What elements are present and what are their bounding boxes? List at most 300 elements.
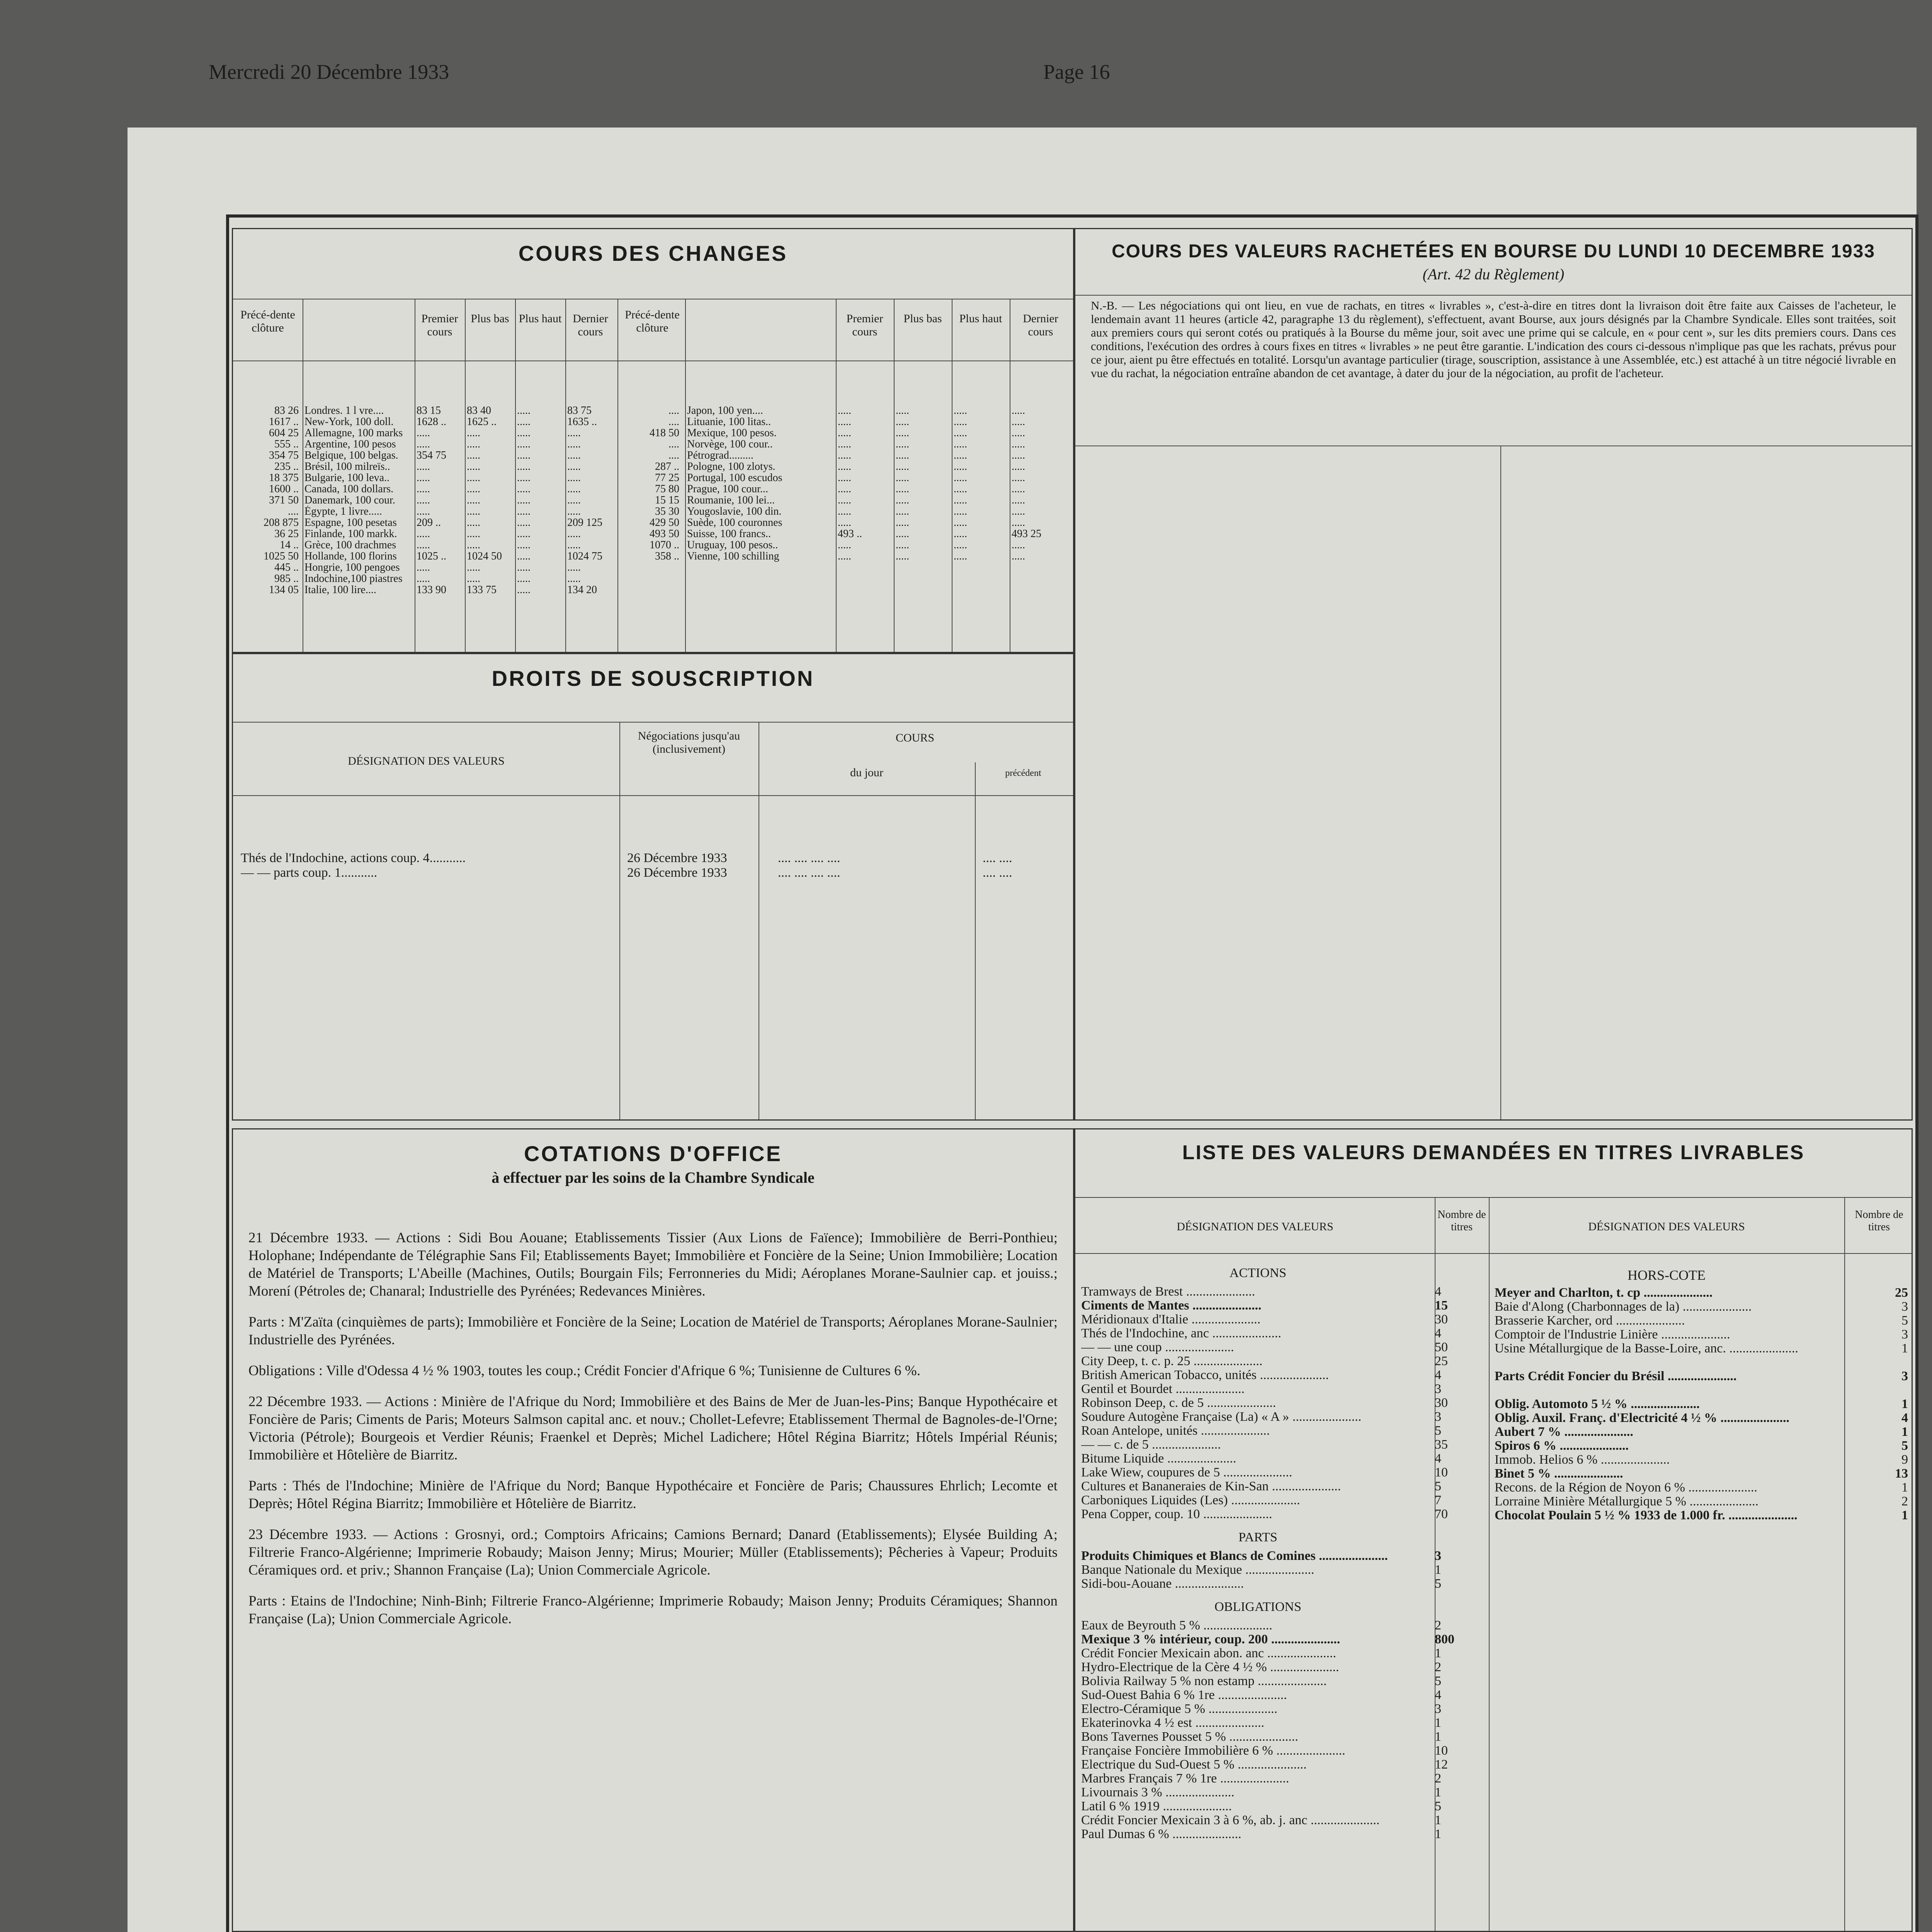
change-currency: Grèce, 100 drachmes — [304, 539, 396, 551]
change-first: ..... — [838, 427, 851, 439]
souscription-row — [241, 866, 1071, 881]
liste-name: Aubert 7 % ..................... — [1495, 1425, 1633, 1439]
liste-row — [1495, 1397, 1912, 1411]
change-row — [621, 539, 1073, 551]
change-high: ..... — [954, 450, 967, 461]
liste-count: 5 — [1435, 1577, 1441, 1591]
change-currency: Espagne, 100 pesetas — [304, 517, 397, 528]
liste-name: Pena Copper, coup. 10 ..................... — [1081, 1507, 1272, 1521]
change-high: ..... — [954, 405, 967, 416]
liste-row — [1081, 1507, 1487, 1521]
change-currency: Belgique, 100 belgas. — [304, 450, 398, 461]
liste-name: Latil 6 % 1919 ..................... — [1081, 1799, 1232, 1813]
liste-name: Eaux de Beyrouth 5 % ..................... — [1081, 1619, 1272, 1633]
liste-name: Recons. de la Région de Noyon 6 % ..................... — [1495, 1481, 1757, 1495]
liste-name: Tramways de Brest ..................... — [1081, 1285, 1255, 1299]
souscription-title: DROITS DE SOUSCRIPTION — [492, 666, 815, 690]
change-last: ..... — [1012, 450, 1025, 461]
change-first: ..... — [838, 539, 851, 551]
change-first: ..... — [417, 528, 430, 539]
change-currency: Hongrie, 100 pengoes — [304, 562, 400, 573]
liste-name: Ciments de Mantes ..................... — [1081, 1299, 1262, 1313]
liste-name: — — c. de 5 ..................... — [1081, 1438, 1221, 1452]
change-row — [237, 539, 617, 551]
change-last: 1635 .. — [567, 416, 597, 427]
liste-count: 2 — [1435, 1619, 1441, 1633]
change-last: ..... — [567, 506, 581, 517]
change-high: ..... — [517, 416, 531, 427]
change-currency: Portugal, 100 escudos — [687, 472, 782, 483]
liste-name: Mexique 3 % intérieur, coup. 200 ..................... — [1081, 1633, 1340, 1646]
change-first: ..... — [838, 506, 851, 517]
change-last: ..... — [1012, 517, 1025, 528]
change-prev: 287 .. — [655, 461, 679, 472]
change-row — [621, 506, 1073, 517]
liste-name: Bitume Liquide ..................... — [1081, 1452, 1236, 1466]
liste-count: 5 — [1435, 1480, 1441, 1493]
changes-col-last-right: Dernier cours — [1023, 312, 1058, 338]
change-row — [621, 483, 1073, 495]
change-currency: Suisse, 100 francs.. — [687, 528, 771, 539]
liste-name: Binet 5 % ..................... — [1495, 1467, 1623, 1481]
liste-row — [1081, 1563, 1487, 1577]
liste-count: 4 — [1435, 1327, 1441, 1340]
changes-col-low-right: Plus bas — [903, 312, 942, 325]
liste-name: Chocolat Poulain 5 ½ % 1933 de 1.000 fr. ..................... — [1495, 1509, 1798, 1522]
liste-name: Livournais 3 % ..................... — [1081, 1786, 1235, 1799]
liste-count: 2 — [1435, 1660, 1441, 1674]
change-low: ..... — [896, 405, 909, 416]
liste-name: Spiros 6 % ..................... — [1495, 1439, 1629, 1453]
liste-name: Lorraine Minière Métallurgique 5 % ..................... — [1495, 1495, 1759, 1509]
change-low: ..... — [896, 506, 909, 517]
change-last: ..... — [1012, 461, 1025, 472]
liste-name: Comptoir de l'Industrie Linière ..................... — [1495, 1328, 1730, 1342]
liste-name: Baie d'Along (Charbonnages de la) ..................... — [1495, 1300, 1752, 1314]
changes-col-high-right: Plus haut — [959, 312, 1002, 325]
change-first: ..... — [838, 472, 851, 483]
liste-row — [1081, 1313, 1487, 1327]
liste-name: Carboniques Liquides (Les) ..................... — [1081, 1493, 1300, 1507]
change-currency: Roumanie, 100 lei... — [687, 495, 775, 506]
liste-row — [1495, 1314, 1912, 1328]
souscription-col-negociations: Négociations jusqu'au (inclusivement) — [638, 730, 740, 755]
souscription-col-jour: du jour — [850, 766, 883, 779]
liste-count: 9 — [1901, 1453, 1908, 1467]
change-last: ..... — [567, 472, 581, 483]
change-last: ..... — [567, 427, 581, 439]
liste-name: Bolivia Railway 5 % non estamp ..................... — [1081, 1674, 1327, 1688]
change-first: 209 .. — [417, 517, 441, 528]
liste-count: 4 — [1901, 1411, 1908, 1425]
liste-row — [1081, 1730, 1487, 1744]
souscription-jour: .... .... .... .... — [778, 851, 840, 865]
rachetees-text: N.-B. — Les négociations qui ont lieu, en vue de rachats, en titres « livrables », c'est-à-dire en titres dont la livraison doit être faite aux Caisses de l'acheteur, le lendemain avant 11 heures (article 42, paragraphe 13 du règlement), s'effectuent, avant Bourse, aux jours désignés par la Chambre Syndicale. Elles sont traitées, soit aux premiers cours qui seront cotés ou pratiqués à la Bourse du même jour, soit avec une prime qui se calcule, en « pour cent », sur les dits premiers cours. Dans ces conditions, l'exécution des ordres à cours fixes en titres « livrables » ne peut être garantie. L'indication des cours ci-dessous n'implique pas que les rachats, prévus pour ce jour, aient pu être effectués en totalité. Lorsqu'un avantage particulier (tirage, souscription, assistance à une Assemblée, etc.) est attaché à un titre négocié livrable en vue du rachat, la négociation entraîne abandon de cet avantage, à dater du jour de la négociation, au profit de l'acheteur. — [1091, 299, 1896, 380]
liste-name: Electro-Céramique 5 % ..................... — [1081, 1702, 1277, 1716]
change-low: ..... — [896, 472, 909, 483]
change-prev: 1617 .. — [269, 416, 299, 427]
liste-right-list — [1495, 1286, 1912, 1522]
change-row — [237, 562, 617, 573]
change-currency: New-York, 100 doll. — [304, 416, 394, 427]
souscription-section — [232, 653, 1074, 1121]
change-high: ..... — [954, 517, 967, 528]
liste-row — [1081, 1786, 1487, 1799]
liste-row — [1081, 1633, 1487, 1646]
change-prev: 371 50 — [269, 495, 299, 506]
change-high: ..... — [517, 506, 531, 517]
change-last: ..... — [567, 539, 581, 551]
liste-col-designation-left: DÉSIGNATION DES VALEURS — [1177, 1220, 1333, 1233]
liste-count: 10 — [1435, 1466, 1448, 1480]
liste-left-list — [1081, 1257, 1487, 1841]
souscription-col-cours: COURS — [895, 731, 935, 744]
liste-name: Gentil et Bourdet ..................... — [1081, 1382, 1245, 1396]
change-first: ..... — [838, 461, 851, 472]
change-low: ..... — [467, 573, 480, 584]
liste-name: Thés de l'Indochine, anc ..................... — [1081, 1327, 1281, 1340]
change-first: ..... — [838, 551, 851, 562]
liste-count: 1 — [1901, 1425, 1908, 1439]
liste-category: PARTS — [1238, 1531, 1277, 1544]
changes-col-prev: Précé-dente clôture — [240, 308, 295, 334]
liste-name: Hydro-Electrique de la Cère 4 ½ % ..................... — [1081, 1660, 1339, 1674]
change-first: 133 90 — [417, 584, 446, 595]
change-last: ..... — [1012, 539, 1025, 551]
page-date: Mercredi 20 Décembre 1933 — [209, 60, 449, 83]
liste-count: 1 — [1435, 1827, 1441, 1841]
change-low: ..... — [467, 483, 480, 495]
change-currency: Yougoslavie, 100 din. — [687, 506, 782, 517]
souscription-name: Thés de l'Indochine, actions coup. 4........... — [241, 851, 466, 865]
change-row — [237, 517, 617, 528]
change-row — [621, 427, 1073, 439]
change-prev: 83 26 — [274, 405, 299, 416]
change-currency: Londres. 1 l vre.... — [304, 405, 384, 416]
change-first: ..... — [417, 472, 430, 483]
cotation-paragraph: 23 Décembre 1933. — Actions : Grosnyi, ord.; Comptoirs Africains; Camions Bernard; Danard (Etablissements); Elysée Building A; Filtrerie Franco-Algérienne; Imprimerie Robaudy; Maison Jenny; Mirus; Mourier; Müller (Etablissements); Pêcheries à Vapeur; Produits Céramiques ord. et priv.; Shannon Française (La); Union Commerciale Agricole. — [248, 1527, 1058, 1578]
liste-name: Oblig. Automoto 5 ½ % ..................... — [1495, 1397, 1700, 1411]
change-prev: 77 25 — [655, 472, 679, 483]
liste-row — [1081, 1577, 1487, 1591]
change-low: ..... — [467, 461, 480, 472]
liste-row — [1495, 1495, 1912, 1509]
liste-row — [1081, 1744, 1487, 1758]
change-prev: 493 50 — [650, 528, 679, 539]
change-row — [621, 517, 1073, 528]
liste-row — [1081, 1702, 1487, 1716]
change-first: ..... — [838, 495, 851, 506]
cotation-paragraph: 22 Décembre 1933. — Actions : Minière de l'Afrique du Nord; Immobilière et des Bains de Mer de Juan-les-Pins; Banque Hypothécaire et Foncière de Paris; Ciments de Paris; Moteurs Salmson capital anc. et nouv.; Chollet-Lefevre; Etablissement Thermal de Bagnoles-de-l'Orne; Victoria (Pétrole); Bourgeois et Verdier Réunis; Fraenkel et Deprès; Michel Ladichere; Hôtel Régina Biarritz; Hôtels Impérial Réunis; Immobilière et Hôtelière de Biarritz. — [248, 1394, 1058, 1463]
change-low: ..... — [467, 506, 480, 517]
liste-count: 1 — [1435, 1813, 1441, 1827]
change-low: ..... — [896, 495, 909, 506]
change-last: 83 75 — [567, 405, 592, 416]
liste-row — [1495, 1383, 1912, 1397]
change-high: ..... — [954, 439, 967, 450]
change-high: ..... — [517, 405, 531, 416]
change-low: ..... — [467, 562, 480, 573]
change-currency: Pologne, 100 zlotys. — [687, 461, 776, 472]
liste-name: Soudure Autogène Française (La) « A » ..................... — [1081, 1410, 1362, 1424]
change-low: ..... — [467, 472, 480, 483]
liste-name: Usine Métallurgique de la Basse-Loire, anc. ..................... — [1495, 1342, 1798, 1355]
change-last: 134 20 — [567, 584, 597, 595]
liste-count: 13 — [1895, 1467, 1908, 1481]
change-low: ..... — [467, 539, 480, 551]
change-low: ..... — [896, 483, 909, 495]
change-low: ..... — [896, 528, 909, 539]
change-currency: Lituanie, 100 litas.. — [687, 416, 771, 427]
liste-col-nombre-right: Nombre de titres — [1855, 1209, 1903, 1233]
liste-row — [1081, 1549, 1487, 1563]
souscription-date: 26 Décembre 1933 — [627, 866, 727, 880]
liste-count: 4 — [1435, 1688, 1441, 1702]
rachetees-section — [1074, 228, 1913, 1121]
change-row — [237, 427, 617, 439]
change-last: ..... — [1012, 405, 1025, 416]
rachetees-title: COURS DES VALEURS RACHETÉES EN BOURSE DU LUNDI 10 DECEMBRE 1933 — [1111, 241, 1876, 262]
change-row — [621, 461, 1073, 472]
liste-row — [1495, 1467, 1912, 1481]
liste-count: 25 — [1895, 1286, 1908, 1300]
liste-count: 4 — [1435, 1452, 1441, 1466]
change-prev: 354 75 — [269, 450, 299, 461]
change-last: ..... — [1012, 439, 1025, 450]
liste-row — [1081, 1480, 1487, 1493]
liste-row — [1081, 1674, 1487, 1688]
change-last: ..... — [1012, 472, 1025, 483]
liste-row — [1081, 1382, 1487, 1396]
liste-section — [1074, 1128, 1913, 1932]
liste-row — [1081, 1368, 1487, 1382]
change-last: 1024 75 — [567, 551, 602, 562]
change-prev: 358 .. — [655, 551, 679, 562]
change-last: ..... — [567, 495, 581, 506]
liste-row — [1495, 1425, 1912, 1439]
liste-row — [1081, 1340, 1487, 1354]
liste-row — [1081, 1688, 1487, 1702]
change-low: ..... — [467, 427, 480, 439]
change-high: ..... — [517, 573, 531, 584]
liste-row — [1081, 1772, 1487, 1786]
cotations-section — [232, 1128, 1074, 1932]
change-first: ..... — [838, 416, 851, 427]
change-low: 133 75 — [467, 584, 497, 595]
change-currency: Vienne, 100 schilling — [687, 551, 779, 562]
change-prev: 134 05 — [269, 584, 299, 595]
change-currency: Bulgarie, 100 leva.. — [304, 472, 390, 483]
liste-count: 3 — [1435, 1702, 1441, 1716]
change-row — [237, 573, 617, 584]
change-low: ..... — [896, 539, 909, 551]
change-first: ..... — [417, 573, 430, 584]
change-low: ..... — [896, 416, 909, 427]
change-low: 83 40 — [467, 405, 491, 416]
change-prev: 18 375 — [269, 472, 299, 483]
change-row — [237, 528, 617, 539]
change-row — [621, 405, 1073, 416]
change-currency: Indochine,100 piastres — [304, 573, 403, 584]
liste-row — [1081, 1827, 1487, 1841]
change-high: ..... — [954, 427, 967, 439]
change-prev: .... — [668, 450, 679, 461]
page-number: Page 16 — [1043, 60, 1110, 83]
liste-name: Robinson Deep, c. de 5 ..................... — [1081, 1396, 1276, 1410]
liste-count: 3 — [1901, 1369, 1908, 1383]
change-currency: Hollande, 100 florins — [304, 551, 397, 562]
liste-row — [1081, 1396, 1487, 1410]
change-high: ..... — [517, 517, 531, 528]
change-first: ..... — [417, 506, 430, 517]
souscription-prec: .... .... — [983, 866, 1012, 880]
change-high: ..... — [517, 528, 531, 539]
liste-count: 10 — [1435, 1744, 1448, 1758]
liste-name: Lake Wiew, coupures de 5 ..................... — [1081, 1466, 1293, 1480]
liste-row — [1081, 1660, 1487, 1674]
liste-hors-cote: HORS-COTE — [1627, 1267, 1706, 1283]
liste-count: 2 — [1435, 1772, 1441, 1786]
liste-name: Electrique du Sud-Ouest 5 % ..................... — [1081, 1758, 1307, 1772]
liste-row — [1495, 1411, 1912, 1425]
changes-col-last: Dernier cours — [573, 312, 608, 338]
change-high: ..... — [954, 416, 967, 427]
change-currency: Finlande, 100 markk. — [304, 528, 397, 539]
liste-category: OBLIGATIONS — [1214, 1600, 1301, 1614]
liste-count: 15 — [1435, 1299, 1448, 1313]
change-row — [237, 584, 617, 595]
change-prev: 14 .. — [280, 539, 299, 551]
change-first: ..... — [417, 495, 430, 506]
liste-name: Produits Chimiques et Blancs de Comines ..................... — [1081, 1549, 1388, 1563]
change-first: 1025 .. — [417, 551, 446, 562]
change-prev: 1025 50 — [264, 551, 299, 562]
liste-count: 1 — [1435, 1563, 1441, 1577]
change-row — [621, 416, 1073, 427]
liste-row — [1081, 1327, 1487, 1340]
changes-right-list — [621, 405, 1073, 562]
change-row — [237, 551, 617, 562]
liste-count: 4 — [1435, 1368, 1441, 1382]
change-prev: 235 .. — [274, 461, 299, 472]
liste-name: — — une coup ..................... — [1081, 1340, 1234, 1354]
change-currency: Argentine, 100 pesos — [304, 439, 396, 450]
cotations-title: COTATIONS D'OFFICE — [524, 1141, 782, 1166]
liste-row — [1081, 1410, 1487, 1424]
change-prev: .... — [668, 416, 679, 427]
liste-count: 70 — [1435, 1507, 1448, 1521]
liste-name: Paul Dumas 6 % ..................... — [1081, 1827, 1242, 1841]
souscription-col-precedent: précédent — [1005, 768, 1041, 778]
change-first: ..... — [417, 439, 430, 450]
changes-col-high: Plus haut — [519, 312, 562, 325]
change-prev: 1070 .. — [650, 539, 679, 551]
cotation-paragraph: Obligations : Ville d'Odessa 4 ½ % 1903, toutes les coup.; Crédit Foncier d'Afrique 6 %; Tunisienne de Cultures 6 %. — [248, 1363, 920, 1379]
change-high: ..... — [954, 506, 967, 517]
liste-name: Bons Tavernes Pousset 5 % ..................... — [1081, 1730, 1298, 1744]
liste-count: 1 — [1901, 1481, 1908, 1495]
change-low: ..... — [467, 495, 480, 506]
change-prev: 36 25 — [274, 528, 299, 539]
change-row — [237, 461, 617, 472]
change-high: ..... — [517, 439, 531, 450]
change-currency: Pétrograd......... — [687, 450, 753, 461]
liste-count: 1 — [1901, 1397, 1908, 1411]
souscription-row — [241, 851, 1071, 866]
changes-section — [232, 228, 1074, 653]
change-first: ..... — [838, 439, 851, 450]
change-last: ..... — [567, 483, 581, 495]
change-prev: 35 30 — [655, 506, 679, 517]
liste-name: Parts Crédit Foncier du Brésil ..................... — [1495, 1369, 1737, 1383]
changes-col-low: Plus bas — [471, 312, 509, 325]
change-high: ..... — [517, 427, 531, 439]
change-currency: Danemark, 100 cour. — [304, 495, 395, 506]
liste-name: Banque Nationale du Mexique ..................... — [1081, 1563, 1315, 1577]
change-high: ..... — [954, 551, 967, 562]
liste-count: 3 — [1435, 1382, 1441, 1396]
liste-name: Cultures et Bananeraies de Kin-San ..................... — [1081, 1480, 1341, 1493]
liste-count: 25 — [1435, 1354, 1448, 1368]
change-low: ..... — [896, 517, 909, 528]
change-row — [237, 506, 617, 517]
liste-row — [1081, 1646, 1487, 1660]
change-prev: 604 25 — [269, 427, 299, 439]
liste-row — [1081, 1716, 1487, 1730]
change-low: 1625 .. — [467, 416, 497, 427]
liste-row — [1081, 1354, 1487, 1368]
liste-col-nombre-left: Nombre de titres — [1437, 1209, 1486, 1233]
liste-name: Meyer and Charlton, t. cp ..................... — [1495, 1286, 1713, 1300]
cotations-paragraphs — [233, 1229, 1073, 1628]
liste-row — [1495, 1509, 1912, 1522]
liste-count: 1 — [1435, 1646, 1441, 1660]
souscription-jour: .... .... .... .... — [778, 866, 840, 880]
souscription-date: 26 Décembre 1933 — [627, 851, 727, 865]
change-high: ..... — [954, 461, 967, 472]
liste-count: 1 — [1435, 1786, 1441, 1799]
liste-count: 3 — [1901, 1328, 1908, 1342]
change-row — [237, 495, 617, 506]
changes-col-prev-right: Précé-dente clôture — [625, 308, 680, 334]
change-currency: Mexique, 100 pesos. — [687, 427, 777, 439]
liste-count: 800 — [1435, 1633, 1454, 1646]
change-row — [621, 472, 1073, 483]
liste-row — [1081, 1758, 1487, 1772]
change-prev: .... — [668, 405, 679, 416]
change-last: ..... — [1012, 495, 1025, 506]
liste-count: 5 — [1435, 1799, 1441, 1813]
souscription-col-designation: DÉSIGNATION DES VALEURS — [348, 755, 505, 767]
liste-row — [1495, 1481, 1912, 1495]
change-first: 83 15 — [417, 405, 441, 416]
change-first: ..... — [838, 405, 851, 416]
change-low: 1024 50 — [467, 551, 502, 562]
liste-row — [1495, 1453, 1912, 1467]
change-last: ..... — [567, 573, 581, 584]
change-high: ..... — [517, 495, 531, 506]
change-row — [237, 450, 617, 461]
liste-count: 1 — [1435, 1716, 1441, 1730]
change-last: ..... — [1012, 416, 1025, 427]
change-currency: Brésil, 100 milreïs.. — [304, 461, 390, 472]
change-high: ..... — [517, 584, 531, 595]
liste-col-designation-right: DÉSIGNATION DES VALEURS — [1588, 1220, 1745, 1233]
liste-name: Crédit Foncier Mexicain 3 à 6 %, ab. j. anc ..................... — [1081, 1813, 1380, 1827]
change-high: ..... — [517, 483, 531, 495]
change-row — [621, 495, 1073, 506]
cotation-paragraph: 21 Décembre 1933. — Actions : Sidi Bou Aouane; Etablissements Tissier (Aux Lions de Faïence); Immobilière de Berri-Ponthieu; Holophane; Indépendante de Télégraphie Sans Fil; Etablissements Bayet; Immobilière et Foncière de la Seine; Union Immobilière; Location de Matériel de Transports; L'Abeille (Machines, Outils; Bourgain Fils; Ferronneries du Midi; Aéroplanes Morane-Saulnier cap. et jouiss.; Morení (Pétroles de; Chanaral; Industrielle des Pyrénées; Redevances Minières. — [248, 1230, 1058, 1299]
